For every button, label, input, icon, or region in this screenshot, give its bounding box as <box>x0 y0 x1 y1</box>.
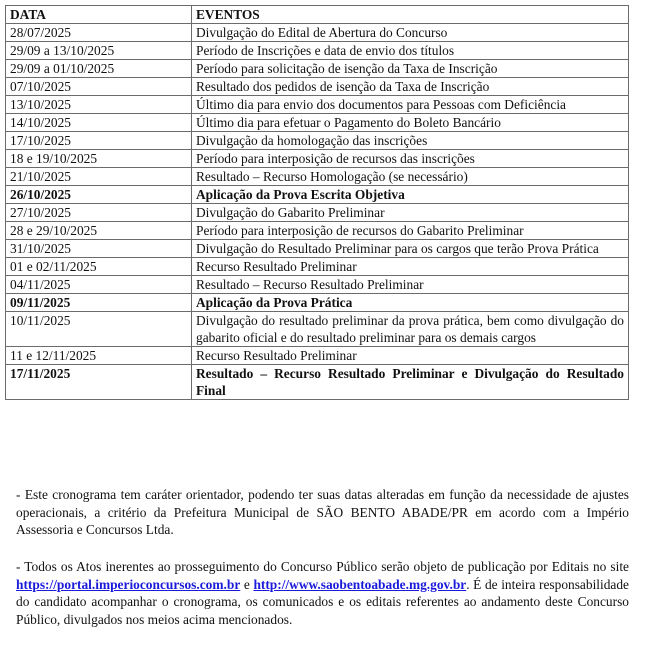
header-date: DATA <box>6 6 192 24</box>
table-row <box>6 168 629 186</box>
row-event: Aplicação da Prova Escrita Objetiva <box>192 186 629 204</box>
row-event: Período para interposição de recursos das inscrições <box>192 150 629 168</box>
table-row <box>6 240 629 258</box>
row-event: Divulgação do Gabarito Preliminar <box>192 204 629 222</box>
header-events: EVENTOS <box>192 6 629 24</box>
imperio-concursos-link[interactable]: https://portal.imperioconcursos.com.br <box>16 576 241 592</box>
table-row <box>6 42 629 60</box>
note-publication-info <box>16 558 629 628</box>
row-event: Período de Inscrições e data de envio dos títulos <box>192 42 629 60</box>
table-header-row <box>6 6 629 24</box>
row-date: 04/11/2025 <box>6 276 192 294</box>
row-event: Aplicação da Prova Prática <box>192 294 629 312</box>
row-event: Último dia para envio dos documentos para Pessoas com Deficiência <box>192 96 629 114</box>
row-event: Período para interposição de recursos do Gabarito Preliminar <box>192 222 629 240</box>
row-date: 11 e 12/11/2025 <box>6 347 192 365</box>
row-date: 29/09 a 01/10/2025 <box>6 60 192 78</box>
table-row <box>6 222 629 240</box>
table-row <box>6 114 629 132</box>
row-date: 17/11/2025 <box>6 365 192 400</box>
row-date: 18 e 19/10/2025 <box>6 150 192 168</box>
row-event: Divulgação do resultado preliminar da prova prática, bem como divulgação do gabarito oficial e do resultado preliminar para os demais cargos <box>192 312 629 347</box>
sao-bento-abade-link[interactable]: http://www.saobentoabade.mg.gov.br <box>253 576 467 592</box>
row-date: 29/09 a 13/10/2025 <box>6 42 192 60</box>
table-row <box>6 312 629 347</box>
row-event: Divulgação do Resultado Preliminar para os cargos que terão Prova Prática <box>192 240 629 258</box>
table-row <box>6 204 629 222</box>
row-event: Resultado – Recurso Resultado Preliminar <box>192 276 629 294</box>
table-row <box>6 276 629 294</box>
table-row <box>6 365 629 400</box>
row-event: Recurso Resultado Preliminar <box>192 347 629 365</box>
note-2-before: - Todos os Atos inerentes ao prosseguimento do Concurso Público serão objeto de publicação por Editais no site <box>16 559 629 574</box>
row-event: Último dia para efetuar o Pagamento do Boleto Bancário <box>192 114 629 132</box>
row-date: 01 e 02/11/2025 <box>6 258 192 276</box>
schedule-rows <box>6 24 629 400</box>
table-row <box>6 96 629 114</box>
note-2-middle: e <box>240 576 254 592</box>
table-row <box>6 150 629 168</box>
note-1-text: - Este cronograma tem caráter orientador, podendo ter suas datas alteradas em função da necessidade de ajustes operacionais, a critério da Prefeitura Municipal de SÃO BENTO ABADE/PR em acordo com a Império Assessoria e Concursos Ltda. <box>16 487 629 537</box>
table-row <box>6 186 629 204</box>
row-date: 14/10/2025 <box>6 114 192 132</box>
row-date: 13/10/2025 <box>6 96 192 114</box>
row-date: 28/07/2025 <box>6 24 192 42</box>
row-date: 07/10/2025 <box>6 78 192 96</box>
table-row <box>6 347 629 365</box>
note-2-after: . É de inteira responsabilidade do candidato acompanhar o cronograma, os comunicados e os editais referentes ao andamento deste Concurso Público, divulgados nos meios acima mencionados. <box>16 576 630 627</box>
row-event: Período para solicitação de isenção da Taxa de Inscrição <box>192 60 629 78</box>
row-date: 28 e 29/10/2025 <box>6 222 192 240</box>
note-schedule-disclaimer <box>16 486 629 539</box>
row-date: 10/11/2025 <box>6 312 192 347</box>
schedule-table <box>5 5 629 400</box>
row-date: 26/10/2025 <box>6 186 192 204</box>
row-date: 27/10/2025 <box>6 204 192 222</box>
row-event: Divulgação da homologação das inscrições <box>192 132 629 150</box>
table-row <box>6 258 629 276</box>
row-date: 17/10/2025 <box>6 132 192 150</box>
row-event: Resultado dos pedidos de isenção da Taxa de Inscrição <box>192 78 629 96</box>
row-event: Resultado – Recurso Homologação (se necessário) <box>192 168 629 186</box>
note-2-text <box>16 558 629 628</box>
table-row <box>6 78 629 96</box>
row-date: 31/10/2025 <box>6 240 192 258</box>
row-event: Resultado – Recurso Resultado Preliminar e Divulgação do Resultado Final <box>192 365 629 400</box>
table-row <box>6 24 629 42</box>
table-row <box>6 132 629 150</box>
row-event: Recurso Resultado Preliminar <box>192 258 629 276</box>
row-event: Divulgação do Edital de Abertura do Concurso <box>192 24 629 42</box>
table-row <box>6 294 629 312</box>
row-date: 21/10/2025 <box>6 168 192 186</box>
table-row <box>6 60 629 78</box>
row-date: 09/11/2025 <box>6 294 192 312</box>
